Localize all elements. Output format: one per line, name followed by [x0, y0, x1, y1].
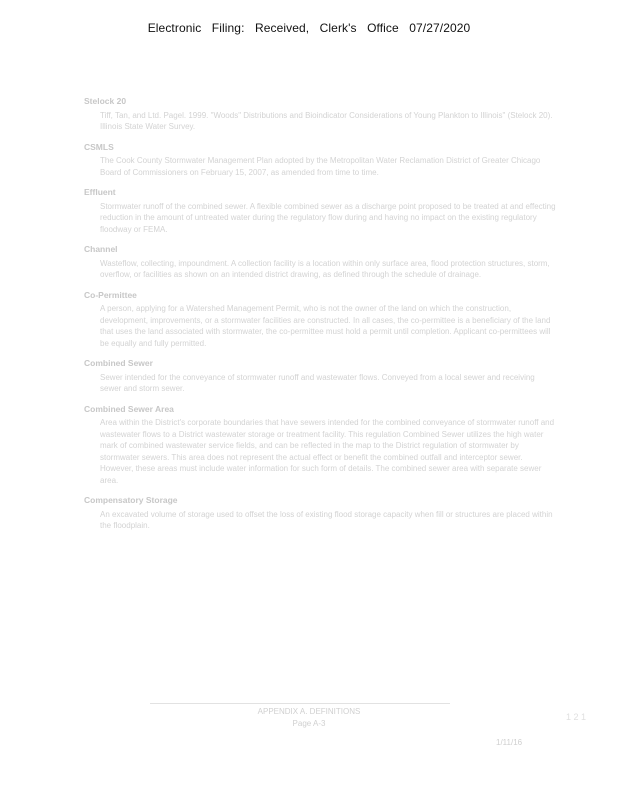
footer-section-title: APPENDIX A. DEFINITIONS: [257, 707, 361, 716]
definition-text: A person, applying for a Watershed Management Permit, who is not the owner of the land on which the construction, development, improvements, or a stormwater facilities are constructed. In all cases, the co-permittee is a beneficiary of the land that uses the land associated with stormwater, the co-permittee must hold a permit until completion. Applicant co-permittees will be equally and fully permitted.: [100, 304, 551, 348]
definition-entry: [84, 142, 556, 179]
footer-page-number: Page A-3: [292, 719, 326, 728]
definition-text: Tiff, Tan, and Ltd. Pagel. 1999. "Woods" Distributions and Bioindicator Considerations of Young Plankton to Illinois" (Stelock 20). Illinois State Water Survey.: [100, 110, 553, 131]
handwritten-initials: 1/11/16: [496, 738, 523, 747]
page-footer: [0, 706, 618, 730]
definition-text: Area within the District's corporate boundaries that have sewers intended for the combined conveyance of stormwater runoff and wastewater flows to a District wastewater storage or treatment facility. This regulation Combined Sewer utilizes the high water mark of combined wastewater service fields, and can be reflected in the map to the District regulation of stormwater by stormwater sewers. This area does not represent the actual effect or benefit the combined outfall and interceptor sewer. However, these areas must include water information for such form of details. The combined sewer area with separate sewer area.: [100, 418, 555, 485]
definition-term: Effluent: [84, 187, 116, 197]
definition-entry: [84, 290, 556, 350]
definition-entry: [84, 358, 556, 395]
definition-term: Co-Permittee: [84, 289, 137, 300]
definition-entry: [84, 244, 556, 281]
definition-text: Stormwater runoff of the combined sewer. A flexible combined sewer as a discharge point proposed to be treated at and effecting reduction in the amount of untreated water during the regulatory flow during and having no impact on the existing regulatory floodway or FEMA.: [100, 201, 556, 234]
definition-term: Channel: [84, 244, 118, 254]
definition-term: CSMLS: [84, 141, 114, 152]
definition-entry: [84, 404, 556, 487]
filing-stamp: Electronic Filing: Received, Clerk's Office 07/27/2020: [147, 21, 471, 35]
definition-entry: [84, 495, 556, 532]
definition-entry: [84, 187, 556, 235]
definition-entry: [84, 96, 556, 133]
definition-term: Combined Sewer Area: [84, 403, 174, 414]
definition-term: Combined Sewer: [84, 358, 153, 368]
definition-text: An excavated volume of storage used to offset the loss of existing flood storage capacity when fill or structures are placed within the floodplain.: [100, 509, 553, 530]
definition-term: Stelock 20: [84, 96, 127, 106]
definition-term: Compensatory Storage: [84, 495, 178, 505]
footer-divider: [150, 703, 450, 704]
definitions-list: [84, 96, 556, 541]
margin-mark: 1 2 1: [566, 712, 587, 722]
definition-text: The Cook County Stormwater Management Plan adopted by the Metropolitan Water Reclamation District of Greater Chicago Board of Commissioners on February 15, 2007, as amended from time to time.: [100, 156, 541, 177]
definition-text: Wasteflow, collecting, impoundment. A collection facility is a location within only surface area, flood protection structures, storm, overflow, or facilities as shown on an intended district drawing, as defined through the schedule of drainage.: [100, 258, 550, 279]
definition-text: Sewer intended for the conveyance of stormwater runoff and wastewater flows. Conveyed from a local sewer and receiving sewer and storm sewer.: [100, 372, 535, 393]
